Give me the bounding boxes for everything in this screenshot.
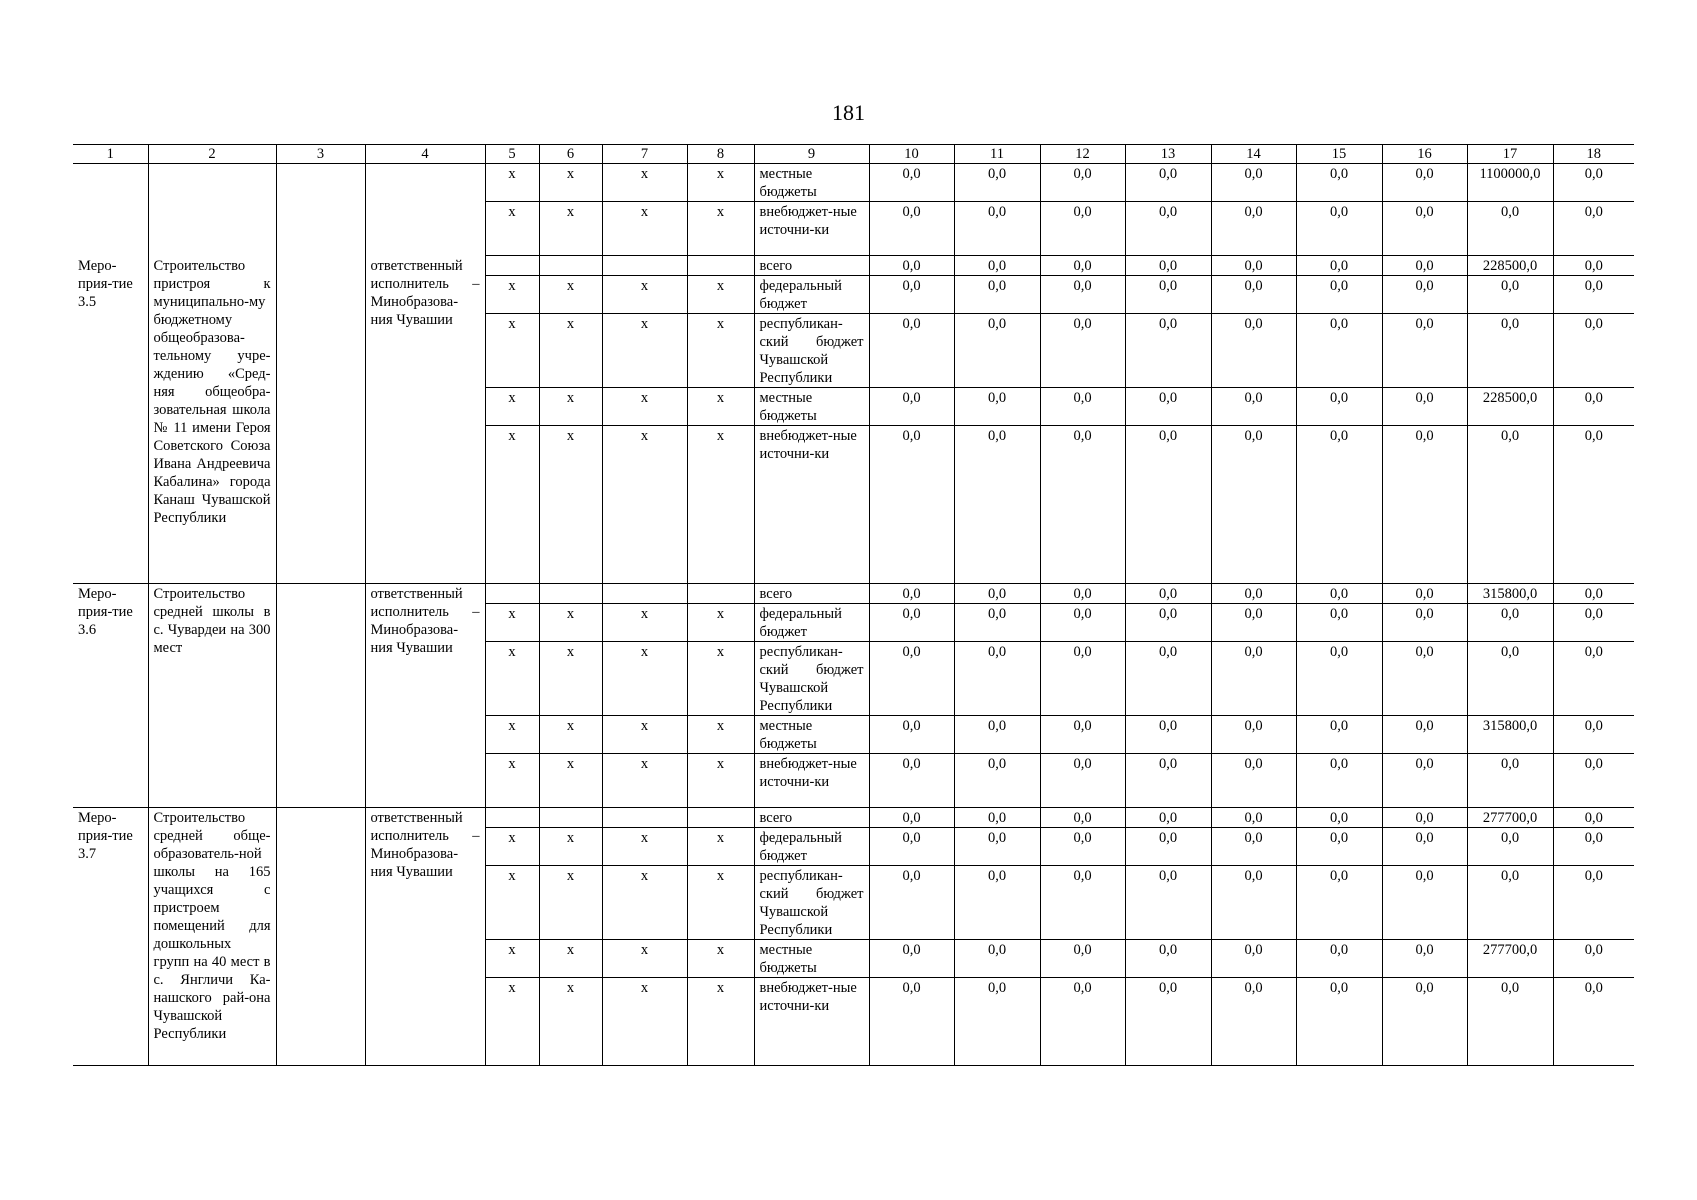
value-cell: 0,0 xyxy=(954,256,1040,276)
mark-cell: x xyxy=(539,642,602,716)
value-cell: 0,0 xyxy=(1040,314,1125,388)
value-cell: 0,0 xyxy=(1040,276,1125,314)
value-cell: 0,0 xyxy=(1467,978,1553,1066)
value-cell: 0,0 xyxy=(1553,828,1634,866)
table-row xyxy=(73,256,1634,276)
value-cell: 0,0 xyxy=(1467,866,1553,940)
mark-cell xyxy=(485,584,539,604)
mark-cell xyxy=(602,808,687,828)
mark-cell xyxy=(539,808,602,828)
header-cell-8: 8 xyxy=(687,145,754,164)
value-cell: 0,0 xyxy=(1553,256,1634,276)
value-cell: 0,0 xyxy=(869,202,954,256)
value-cell: 0,0 xyxy=(1125,276,1211,314)
value-cell: 0,0 xyxy=(1553,426,1634,584)
value-cell: 0,0 xyxy=(1040,604,1125,642)
value-cell: 0,0 xyxy=(1125,584,1211,604)
value-cell: 0,0 xyxy=(1382,426,1467,584)
mark-cell: x xyxy=(539,978,602,1066)
header-cell-10: 10 xyxy=(869,145,954,164)
value-cell: 0,0 xyxy=(1211,584,1296,604)
mark-cell: x xyxy=(539,604,602,642)
mark-cell: x xyxy=(485,642,539,716)
header-cell-13: 13 xyxy=(1125,145,1211,164)
value-cell: 0,0 xyxy=(1467,642,1553,716)
mark-cell xyxy=(602,256,687,276)
value-cell: 0,0 xyxy=(1040,388,1125,426)
value-cell: 0,0 xyxy=(1125,716,1211,754)
value-cell: 0,0 xyxy=(1382,754,1467,808)
mark-cell: x xyxy=(485,940,539,978)
mark-cell: x xyxy=(602,716,687,754)
value-cell: 0,0 xyxy=(1467,202,1553,256)
measure-col3 xyxy=(276,256,365,584)
mark-cell: x xyxy=(687,754,754,808)
value-cell: 0,0 xyxy=(1382,866,1467,940)
mark-cell xyxy=(539,584,602,604)
value-cell: 0,0 xyxy=(1125,388,1211,426)
value-cell: 0,0 xyxy=(1125,314,1211,388)
mark-cell: x xyxy=(602,202,687,256)
value-cell: 1100000,0 xyxy=(1467,164,1553,202)
value-cell: 0,0 xyxy=(1553,716,1634,754)
value-cell: 0,0 xyxy=(1382,940,1467,978)
value-cell: 0,0 xyxy=(869,828,954,866)
measure-col3 xyxy=(276,808,365,1066)
value-cell: 0,0 xyxy=(1040,584,1125,604)
mark-cell: x xyxy=(602,978,687,1066)
value-cell: 0,0 xyxy=(954,866,1040,940)
value-cell: 0,0 xyxy=(1382,978,1467,1066)
value-cell: 0,0 xyxy=(1553,314,1634,388)
value-cell: 0,0 xyxy=(1382,604,1467,642)
mark-cell: x xyxy=(687,426,754,584)
mark-cell: x xyxy=(602,866,687,940)
value-cell: 0,0 xyxy=(1296,314,1382,388)
value-cell: 0,0 xyxy=(1296,642,1382,716)
value-cell: 0,0 xyxy=(1125,426,1211,584)
header-cell-4: 4 xyxy=(365,145,485,164)
value-cell: 315800,0 xyxy=(1467,584,1553,604)
header-cell-18: 18 xyxy=(1553,145,1634,164)
value-cell: 0,0 xyxy=(1211,716,1296,754)
value-cell: 0,0 xyxy=(1211,808,1296,828)
funding-source: федеральный бюджет xyxy=(754,276,869,314)
mark-cell: x xyxy=(485,754,539,808)
mark-cell: x xyxy=(602,642,687,716)
header-cell-12: 12 xyxy=(1040,145,1125,164)
value-cell: 0,0 xyxy=(1553,642,1634,716)
mark-cell: x xyxy=(687,716,754,754)
mark-cell: x xyxy=(687,164,754,202)
value-cell: 0,0 xyxy=(1211,642,1296,716)
value-cell: 0,0 xyxy=(1467,604,1553,642)
mark-cell: x xyxy=(539,754,602,808)
value-cell: 0,0 xyxy=(1125,164,1211,202)
value-cell: 0,0 xyxy=(1211,978,1296,1066)
header-cell-3: 3 xyxy=(276,145,365,164)
value-cell: 0,0 xyxy=(954,164,1040,202)
measure-executor: ответственный исполнитель – Минобразова-ния Чувашии xyxy=(365,808,485,1066)
mark-cell xyxy=(485,808,539,828)
value-cell: 0,0 xyxy=(1296,940,1382,978)
mark-cell: x xyxy=(485,866,539,940)
measure-code: Меро-прия-тие 3.7 xyxy=(73,808,148,1066)
value-cell: 0,0 xyxy=(1040,754,1125,808)
mark-cell xyxy=(687,808,754,828)
header-cell-16: 16 xyxy=(1382,145,1467,164)
value-cell: 277700,0 xyxy=(1467,940,1553,978)
value-cell: 0,0 xyxy=(1211,940,1296,978)
value-cell: 0,0 xyxy=(1040,978,1125,1066)
value-cell: 0,0 xyxy=(869,426,954,584)
header-cell-9: 9 xyxy=(754,145,869,164)
value-cell: 0,0 xyxy=(1040,828,1125,866)
mark-cell: x xyxy=(687,978,754,1066)
mark-cell: x xyxy=(602,426,687,584)
mark-cell: x xyxy=(539,940,602,978)
mark-cell: x xyxy=(687,604,754,642)
value-cell: 0,0 xyxy=(1125,604,1211,642)
value-cell: 0,0 xyxy=(1467,314,1553,388)
mark-cell: x xyxy=(687,202,754,256)
value-cell: 0,0 xyxy=(869,940,954,978)
value-cell: 0,0 xyxy=(1296,828,1382,866)
mark-cell xyxy=(687,256,754,276)
mark-cell: x xyxy=(539,426,602,584)
value-cell: 0,0 xyxy=(1553,978,1634,1066)
mark-cell xyxy=(485,256,539,276)
value-cell: 0,0 xyxy=(1125,828,1211,866)
value-cell: 0,0 xyxy=(954,978,1040,1066)
funding-source: внебюджет-ные источни-ки xyxy=(754,202,869,256)
value-cell: 0,0 xyxy=(1382,276,1467,314)
funding-source: внебюджет-ные источни-ки xyxy=(754,754,869,808)
value-cell: 0,0 xyxy=(1211,388,1296,426)
mark-cell: x xyxy=(485,202,539,256)
value-cell: 0,0 xyxy=(1382,202,1467,256)
value-cell: 0,0 xyxy=(1382,584,1467,604)
continuation-cell xyxy=(73,164,148,256)
value-cell: 0,0 xyxy=(1125,940,1211,978)
funding-source: внебюджет-ные источни-ки xyxy=(754,978,869,1066)
value-cell: 0,0 xyxy=(1296,256,1382,276)
financing-table xyxy=(73,144,1634,1066)
header-cell-11: 11 xyxy=(954,145,1040,164)
value-cell: 0,0 xyxy=(954,276,1040,314)
value-cell: 0,0 xyxy=(954,388,1040,426)
value-cell: 0,0 xyxy=(869,716,954,754)
value-cell: 0,0 xyxy=(954,754,1040,808)
mark-cell: x xyxy=(539,276,602,314)
value-cell: 0,0 xyxy=(1040,164,1125,202)
value-cell: 0,0 xyxy=(1211,828,1296,866)
value-cell: 0,0 xyxy=(1467,828,1553,866)
mark-cell: x xyxy=(539,828,602,866)
value-cell: 0,0 xyxy=(954,604,1040,642)
mark-cell: x xyxy=(602,314,687,388)
value-cell: 0,0 xyxy=(1553,808,1634,828)
funding-source: местные бюджеты xyxy=(754,716,869,754)
funding-source: внебюджет-ные источни-ки xyxy=(754,426,869,584)
value-cell: 0,0 xyxy=(1553,754,1634,808)
value-cell: 0,0 xyxy=(1296,202,1382,256)
value-cell: 0,0 xyxy=(869,754,954,808)
value-cell: 0,0 xyxy=(1125,978,1211,1066)
value-cell: 0,0 xyxy=(1296,276,1382,314)
value-cell: 0,0 xyxy=(869,866,954,940)
value-cell: 0,0 xyxy=(954,716,1040,754)
value-cell: 0,0 xyxy=(954,642,1040,716)
mark-cell xyxy=(602,584,687,604)
value-cell: 0,0 xyxy=(1125,202,1211,256)
value-cell: 0,0 xyxy=(1553,866,1634,940)
value-cell: 0,0 xyxy=(954,202,1040,256)
mark-cell: x xyxy=(602,828,687,866)
header-cell-5: 5 xyxy=(485,145,539,164)
header-row xyxy=(73,145,1634,164)
value-cell: 0,0 xyxy=(954,808,1040,828)
measure-name: Строительство пристроя к муниципально-му бюджетному общеобразова-тельному учре-ждению «Сред-няя общеобра-зовательная школа № 11 имени Героя Советского Союза Ивана Андреевича Кабалина» города Канаш Чувашской Республики xyxy=(148,256,276,584)
mark-cell: x xyxy=(602,604,687,642)
mark-cell xyxy=(539,256,602,276)
mark-cell: x xyxy=(687,642,754,716)
value-cell: 0,0 xyxy=(1382,716,1467,754)
mark-cell: x xyxy=(485,164,539,202)
mark-cell: x xyxy=(485,314,539,388)
value-cell: 315800,0 xyxy=(1467,716,1553,754)
value-cell: 0,0 xyxy=(1553,584,1634,604)
funding-source: местные бюджеты xyxy=(754,940,869,978)
value-cell: 0,0 xyxy=(1125,256,1211,276)
value-cell: 0,0 xyxy=(869,388,954,426)
value-cell: 0,0 xyxy=(1125,866,1211,940)
value-cell: 0,0 xyxy=(1296,716,1382,754)
mark-cell: x xyxy=(485,276,539,314)
value-cell: 0,0 xyxy=(1382,642,1467,716)
mark-cell: x xyxy=(602,164,687,202)
table-row xyxy=(73,808,1634,828)
table-row xyxy=(73,164,1634,202)
value-cell: 0,0 xyxy=(1467,426,1553,584)
value-cell: 0,0 xyxy=(869,164,954,202)
mark-cell: x xyxy=(687,388,754,426)
funding-source: всего xyxy=(754,808,869,828)
mark-cell: x xyxy=(602,940,687,978)
value-cell: 0,0 xyxy=(1467,754,1553,808)
mark-cell: x xyxy=(485,828,539,866)
value-cell: 0,0 xyxy=(1296,604,1382,642)
value-cell: 0,0 xyxy=(869,256,954,276)
value-cell: 0,0 xyxy=(869,314,954,388)
value-cell: 0,0 xyxy=(1040,426,1125,584)
value-cell: 0,0 xyxy=(1553,276,1634,314)
value-cell: 0,0 xyxy=(869,276,954,314)
value-cell: 0,0 xyxy=(954,314,1040,388)
funding-source: всего xyxy=(754,256,869,276)
continuation-cell xyxy=(276,164,365,256)
value-cell: 0,0 xyxy=(1125,754,1211,808)
value-cell: 0,0 xyxy=(1211,866,1296,940)
funding-source: республикан-ский бюджет Чувашской Республики xyxy=(754,642,869,716)
value-cell: 0,0 xyxy=(1296,426,1382,584)
value-cell: 0,0 xyxy=(1553,202,1634,256)
value-cell: 0,0 xyxy=(954,584,1040,604)
value-cell: 0,0 xyxy=(1296,866,1382,940)
value-cell: 0,0 xyxy=(1553,164,1634,202)
value-cell: 0,0 xyxy=(954,940,1040,978)
value-cell: 0,0 xyxy=(1296,388,1382,426)
mark-cell: x xyxy=(485,388,539,426)
measure-name: Строительство средней обще-образователь-ной школы на 165 учащихся с пристроем помещений для дошкольных групп на 40 мест в с. Янгличи Ка-нашского рай-она Чувашской Республики xyxy=(148,808,276,1066)
mark-cell: x xyxy=(602,388,687,426)
funding-source: местные бюджеты xyxy=(754,164,869,202)
page-number: 181 xyxy=(832,100,865,125)
mark-cell: x xyxy=(539,164,602,202)
value-cell: 228500,0 xyxy=(1467,388,1553,426)
mark-cell: x xyxy=(687,940,754,978)
header-cell-15: 15 xyxy=(1296,145,1382,164)
mark-cell: x xyxy=(485,978,539,1066)
value-cell: 0,0 xyxy=(1211,202,1296,256)
measure-name: Строительство средней школы в с. Чувардеи на 300 мест xyxy=(148,584,276,808)
value-cell: 0,0 xyxy=(1382,388,1467,426)
value-cell: 0,0 xyxy=(954,828,1040,866)
value-cell: 0,0 xyxy=(1125,642,1211,716)
measure-code: Меро-прия-тие 3.6 xyxy=(73,584,148,808)
mark-cell: x xyxy=(602,276,687,314)
header-cell-17: 17 xyxy=(1467,145,1553,164)
funding-source: республикан-ский бюджет Чувашской Республики xyxy=(754,314,869,388)
value-cell: 277700,0 xyxy=(1467,808,1553,828)
mark-cell: x xyxy=(485,604,539,642)
mark-cell: x xyxy=(539,202,602,256)
value-cell: 0,0 xyxy=(1467,276,1553,314)
mark-cell: x xyxy=(539,314,602,388)
measure-code: Меро-прия-тие 3.5 xyxy=(73,256,148,584)
value-cell: 0,0 xyxy=(1125,808,1211,828)
header-cell-14: 14 xyxy=(1211,145,1296,164)
value-cell: 0,0 xyxy=(1211,426,1296,584)
value-cell: 0,0 xyxy=(1382,828,1467,866)
mark-cell: x xyxy=(485,426,539,584)
value-cell: 0,0 xyxy=(1211,754,1296,808)
header-cell-2: 2 xyxy=(148,145,276,164)
value-cell: 0,0 xyxy=(1382,314,1467,388)
mark-cell: x xyxy=(687,276,754,314)
value-cell: 0,0 xyxy=(1040,866,1125,940)
value-cell: 0,0 xyxy=(1211,314,1296,388)
mark-cell xyxy=(687,584,754,604)
value-cell: 0,0 xyxy=(1296,584,1382,604)
value-cell: 0,0 xyxy=(1040,202,1125,256)
value-cell: 0,0 xyxy=(1040,940,1125,978)
value-cell: 0,0 xyxy=(1040,808,1125,828)
value-cell: 0,0 xyxy=(1553,388,1634,426)
funding-source: федеральный бюджет xyxy=(754,828,869,866)
measure-executor: ответственный исполнитель – Минобразова-ния Чувашии xyxy=(365,256,485,584)
value-cell: 0,0 xyxy=(1211,164,1296,202)
value-cell: 0,0 xyxy=(869,604,954,642)
value-cell: 0,0 xyxy=(1040,716,1125,754)
continuation-cell xyxy=(365,164,485,256)
value-cell: 0,0 xyxy=(1382,256,1467,276)
value-cell: 0,0 xyxy=(954,426,1040,584)
mark-cell: x xyxy=(539,716,602,754)
value-cell: 0,0 xyxy=(869,642,954,716)
header-cell-6: 6 xyxy=(539,145,602,164)
value-cell: 0,0 xyxy=(1040,642,1125,716)
mark-cell: x xyxy=(687,314,754,388)
value-cell: 0,0 xyxy=(1382,808,1467,828)
value-cell: 0,0 xyxy=(1382,164,1467,202)
funding-source: всего xyxy=(754,584,869,604)
value-cell: 0,0 xyxy=(1553,604,1634,642)
table-row xyxy=(73,584,1634,604)
value-cell: 0,0 xyxy=(1296,978,1382,1066)
value-cell: 0,0 xyxy=(869,584,954,604)
value-cell: 0,0 xyxy=(1040,256,1125,276)
value-cell: 0,0 xyxy=(1296,754,1382,808)
funding-source: федеральный бюджет xyxy=(754,604,869,642)
mark-cell: x xyxy=(539,866,602,940)
value-cell: 0,0 xyxy=(1211,276,1296,314)
header-cell-7: 7 xyxy=(602,145,687,164)
funding-source: местные бюджеты xyxy=(754,388,869,426)
mark-cell: x xyxy=(485,716,539,754)
value-cell: 228500,0 xyxy=(1467,256,1553,276)
value-cell: 0,0 xyxy=(869,808,954,828)
mark-cell: x xyxy=(602,754,687,808)
value-cell: 0,0 xyxy=(869,978,954,1066)
funding-source: республикан-ский бюджет Чувашской Республики xyxy=(754,866,869,940)
mark-cell: x xyxy=(687,866,754,940)
measure-executor: ответственный исполнитель – Минобразова-ния Чувашии xyxy=(365,584,485,808)
mark-cell: x xyxy=(687,828,754,866)
value-cell: 0,0 xyxy=(1296,164,1382,202)
value-cell: 0,0 xyxy=(1553,940,1634,978)
mark-cell: x xyxy=(539,388,602,426)
continuation-cell xyxy=(148,164,276,256)
measure-col3 xyxy=(276,584,365,808)
header-cell-1: 1 xyxy=(73,145,148,164)
value-cell: 0,0 xyxy=(1211,256,1296,276)
value-cell: 0,0 xyxy=(1296,808,1382,828)
value-cell: 0,0 xyxy=(1211,604,1296,642)
